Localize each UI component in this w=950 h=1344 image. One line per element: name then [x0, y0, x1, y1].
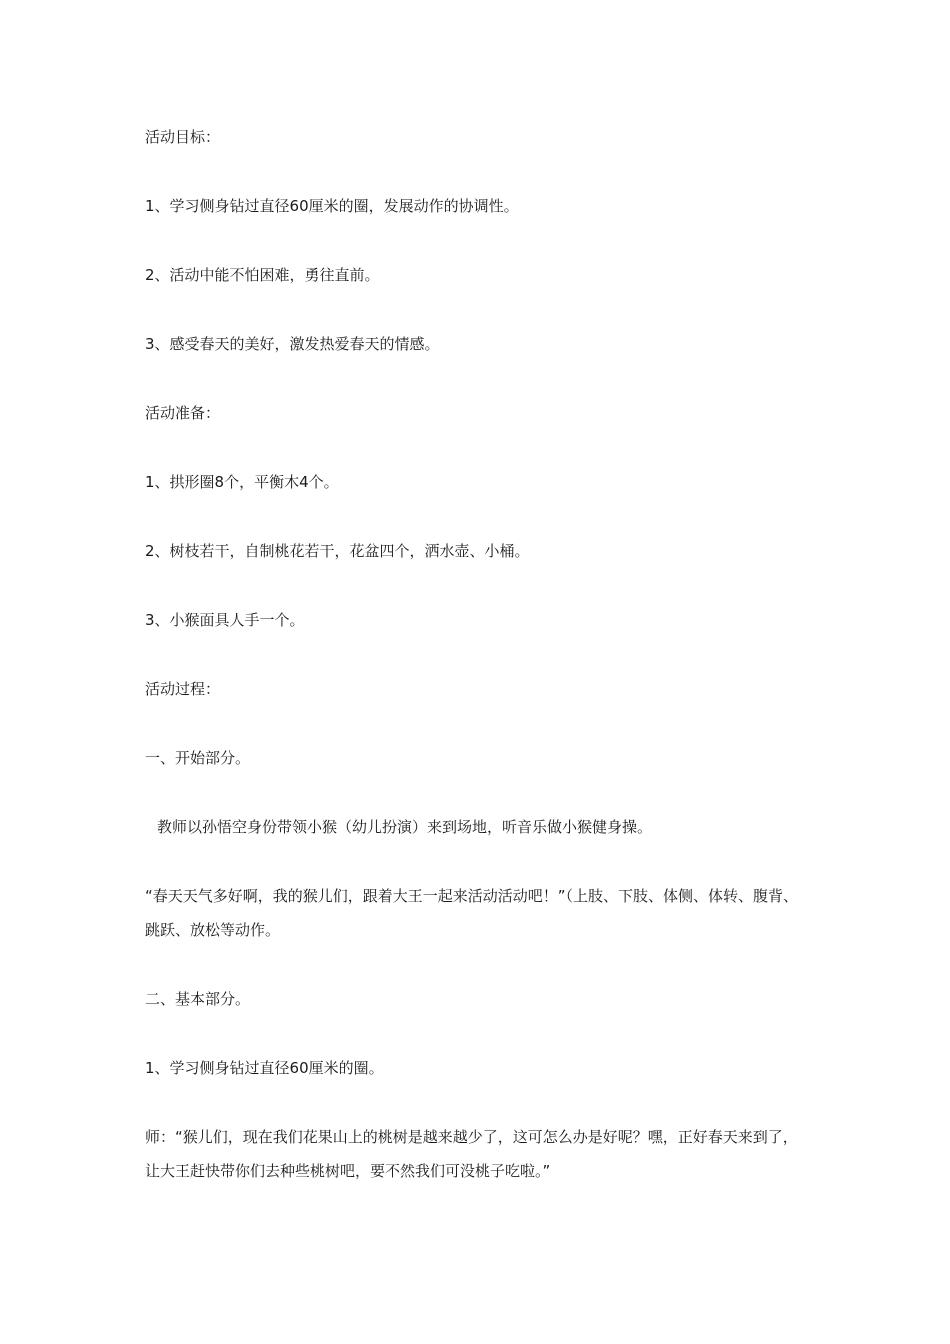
prep-item-1: 1、拱形圈8个，平衡木4个。 — [145, 473, 339, 491]
heading-activity-process: 活动过程： — [145, 680, 221, 698]
goal-item-1: 1、学习侧身钻过直径60厘米的圈，发展动作的协调性。 — [145, 197, 519, 215]
section-heading-start: 一、开始部分。 — [145, 749, 251, 767]
prep-item-3: 3、小猴面具人手一个。 — [145, 611, 305, 629]
document-body — [145, 120, 810, 1223]
teacher-dialogue: 师：“猴儿们，现在我们花果山上的桃树是越来越少了，这可怎么办是好呢？嘿，正好春天来到了，让大王赶快带你们去种些桃树吧，要不然我们可没桃子吃啦。” — [145, 1128, 798, 1180]
start-paragraph: 教师以孙悟空身份带领小猴（幼儿扮演）来到场地，听音乐做小猴健身操。 — [157, 818, 653, 836]
goal-item-2: 2、活动中能不怕困难，勇往直前。 — [145, 266, 380, 284]
warmup-paragraph: “春天天气多好啊，我的猴儿们，跟着大王一起来活动活动吧！”（上肢、下肢、体侧、体转、腹背、跳跃、放松等动作。 — [145, 887, 799, 939]
heading-activity-goals: 活动目标： — [145, 128, 221, 146]
section-heading-basic: 二、基本部分。 — [145, 990, 251, 1008]
goal-item-3: 3、感受春天的美好，激发热爱春天的情感。 — [145, 335, 440, 353]
prep-item-2: 2、树枝若干，自制桃花若干，花盆四个，洒水壶、小桶。 — [145, 542, 530, 560]
heading-activity-preparation: 活动准备： — [145, 404, 221, 422]
basic-item-1: 1、学习侧身钻过直径60厘米的圈。 — [145, 1059, 384, 1077]
